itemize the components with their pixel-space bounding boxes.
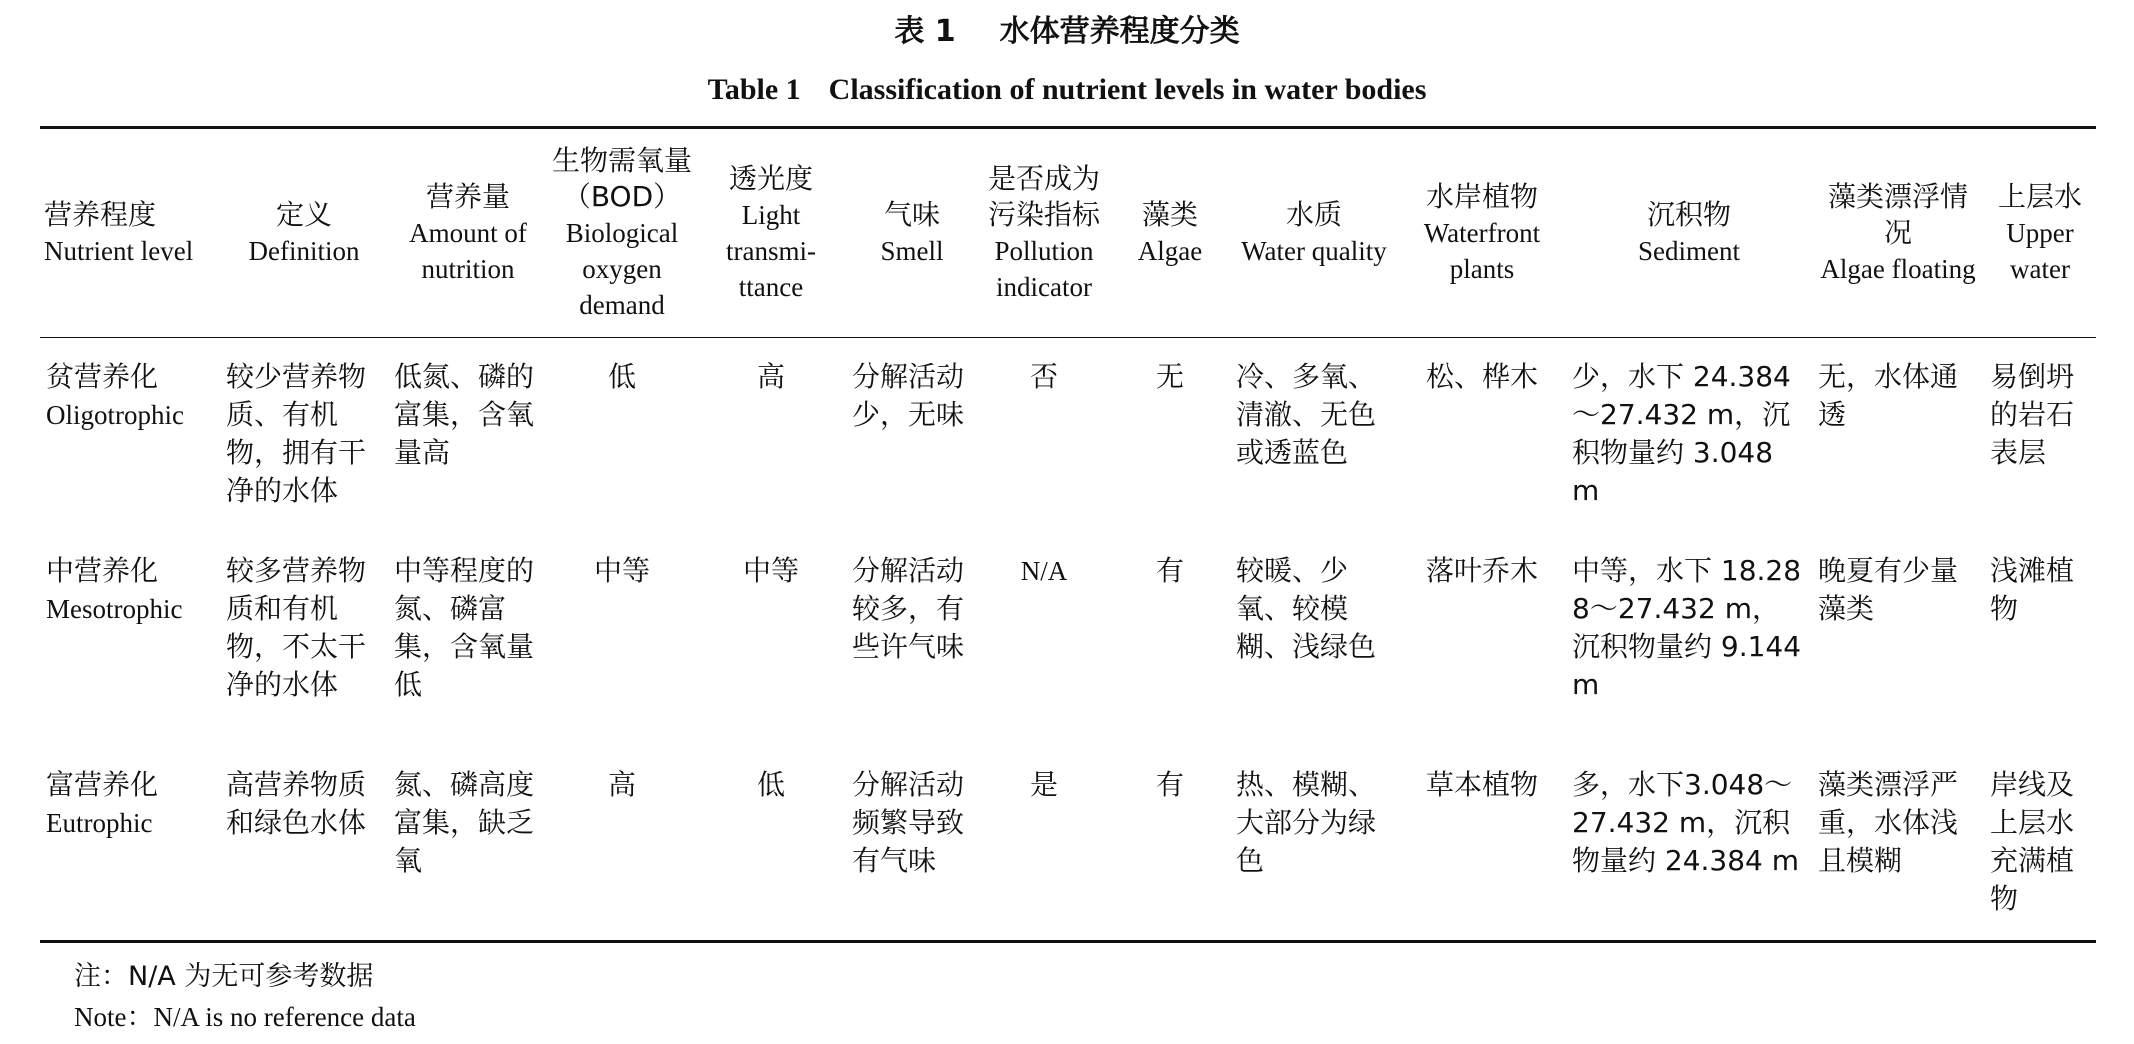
cell-upper-water: 易倒坍的岩石表层 [1990,360,2075,469]
table-note-cn: 注：N/A 为无可参考数据 [74,961,374,992]
header-nutrient-level: 营养程度 Nutrient level [44,198,194,266]
header-light-transmittance: 透光度 Light transmi-ttance [726,162,816,302]
cell-light-transmittance: 高 [756,360,785,393]
cell-water-quality: 较暖、少氧、较模糊、浅绿色 [1236,553,1377,663]
cell-level: 富营养化 Eutrophic [46,767,159,838]
table-row-mesotrophic [40,552,2096,766]
cell-water-quality: 冷、多氧、清澈、无色或透蓝色 [1236,360,1377,469]
table-number-cn: 表 1 [894,14,956,49]
header-row [40,128,2096,338]
cell-light-transmittance: 中等 [742,553,799,587]
cell-definition: 较多营养物质和有机物，不太干净的水体 [226,553,367,701]
cell-algae: 有 [1155,553,1184,587]
nutrient-classification-table [40,126,2096,943]
cell-amount-of-nutrition: 氮、磷高度富集，缺乏氧 [394,767,535,877]
table-row-eutrophic [40,766,2096,942]
table-title-cn [0,10,2134,54]
cell-level: 贫营养化 Oligotrophic [46,360,184,430]
cell-upper-water: 浅滩植物 [1990,553,2075,625]
cell-level: 中营养化 Mesotrophic [46,553,183,624]
header-upper-water: 上层水 Upper water [1997,180,2082,284]
header-definition: 定义 Definition [248,198,360,266]
cell-definition: 高营养物质和绿色水体 [226,767,367,839]
header-waterfront-plants: 水岸植物 Waterfront plants [1423,180,1541,284]
cell-sediment: 中等，水下 18.288～27.432 m，沉积物量约 9.144 m [1572,553,1802,701]
table-title-cn-text: 水体营养程度分类 [999,14,1240,49]
table-note-en: Note：N/A is no reference data [74,1002,416,1032]
cell-algae-floating: 晚夏有少量藻类 [1818,553,1959,625]
header-water-quality: 水质 Water quality [1241,198,1387,266]
cell-algae-floating: 无，水体通透 [1818,360,1959,431]
cell-light-transmittance: 低 [756,767,785,801]
header-pollution-indicator: 是否成为污染指标 Pollution indicator [987,162,1100,302]
table-title-en [0,68,2134,112]
cell-pollution-indicator: 是 [1029,767,1058,801]
cell-smell: 分解活动频繁导致有气味 [852,767,965,877]
cell-bod: 低 [607,360,636,393]
cell-bod: 中等 [593,553,650,587]
table-title-en-text: Classification of nutrient levels in water bodies [828,73,1427,106]
cell-pollution-indicator: N/A [1020,555,1068,586]
cell-smell: 分解活动较多，有些许气味 [852,553,965,663]
cell-algae: 有 [1155,767,1184,801]
cell-algae: 无 [1155,360,1184,393]
header-amount-of-nutrition: 营养量 Amount of nutrition [409,180,527,284]
cell-sediment: 少，水下 24.384～27.432 m，沉积物量约 3.048 m [1572,360,1791,507]
header-algae-floating: 藻类漂浮情况 Algae floating [1820,180,1976,284]
cell-waterfront-plants: 落叶乔木 [1425,553,1538,587]
header-smell: 气味 Smell [880,198,944,266]
cell-smell: 分解活动少，无味 [852,360,965,431]
header-sediment: 沉积物 Sediment [1638,198,1740,266]
cell-definition: 较少营养物质、有机物，拥有干净的水体 [226,360,367,507]
table-row-oligotrophic [40,338,2096,552]
cell-sediment: 多，水下3.048～27.432 m，沉积物量约 24.384 m [1572,767,1800,877]
cell-amount-of-nutrition: 低氮、磷的富集，含氧量高 [394,360,535,469]
table-number-en: Table 1 [707,73,801,106]
cell-waterfront-plants: 松、桦木 [1425,360,1538,393]
header-algae: 藻类 Algae [1137,198,1203,266]
cell-water-quality: 热、模糊、大部分为绿色 [1236,767,1377,877]
cell-waterfront-plants: 草本植物 [1425,767,1538,801]
cell-upper-water: 岸线及上层水充满植物 [1990,767,2075,915]
cell-algae-floating: 藻类漂浮严重，水体浅且模糊 [1818,767,1959,877]
cell-amount-of-nutrition: 中等程度的氮、磷富集，含氧量低 [394,553,535,701]
header-bod: 生物需氧量（BOD） Biological oxygen demand [552,144,693,320]
cell-pollution-indicator: 否 [1029,360,1058,393]
cell-bod: 高 [607,767,636,801]
